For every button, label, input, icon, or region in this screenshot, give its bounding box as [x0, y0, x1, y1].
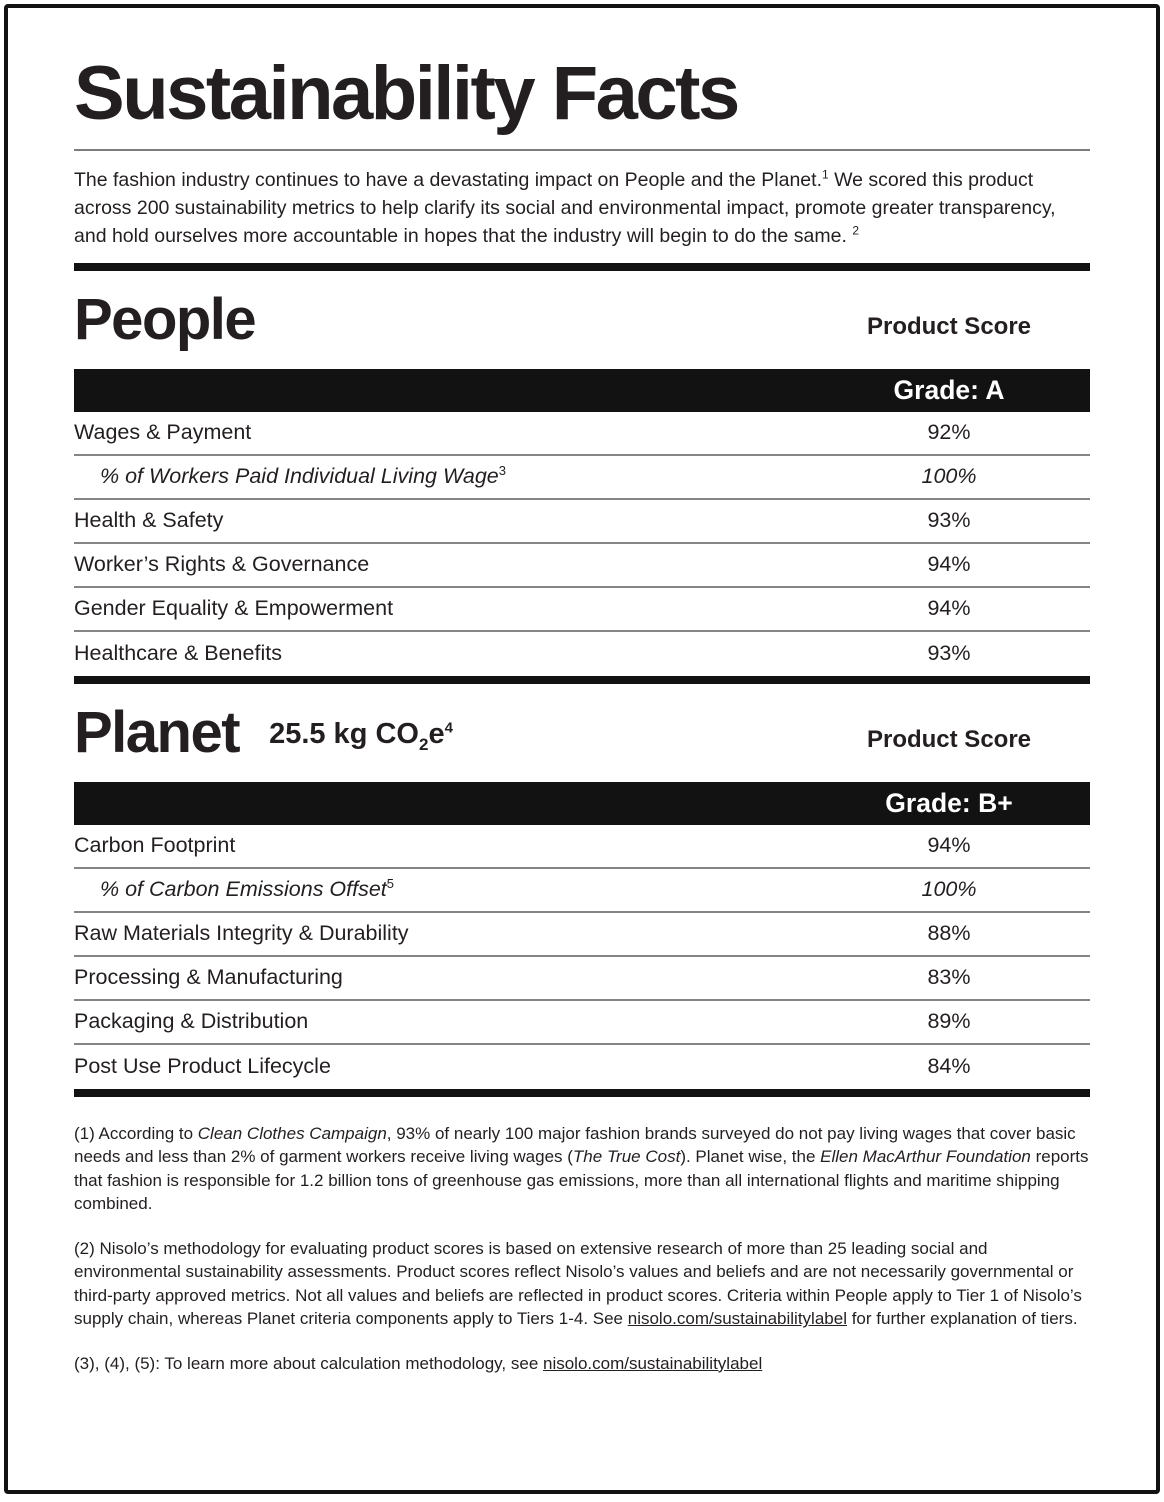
- planet-heading: Planet: [74, 699, 240, 765]
- footnote-ref-5: 5: [386, 876, 395, 892]
- page-title: Sustainability Facts: [74, 51, 738, 136]
- people-score-table: [74, 412, 1090, 676]
- metric-label: % of Workers Paid Individual Living Wage$^3$: [100, 463, 506, 489]
- carbon-emissions-value: 25.5 kg $CO_2e^4$: [269, 718, 453, 754]
- metric-label: Worker’s Rights & Governance: [74, 552, 370, 577]
- sustainability-facts-label: [4, 4, 1160, 1494]
- metric-label: Health & Safety: [74, 508, 224, 533]
- people-section-header: [74, 286, 1090, 352]
- metric-label: Post Use Product Lifecycle: [74, 1054, 331, 1079]
- table-row: [74, 544, 1090, 588]
- table-row: [74, 588, 1090, 632]
- cited-work: The True Cost: [572, 1147, 681, 1167]
- metric-score: 83%: [927, 965, 971, 990]
- people-product-score-label: Product Score: [866, 312, 1032, 340]
- metric-score: 100%: [921, 464, 977, 489]
- footnote-ref-3: 3: [498, 463, 506, 479]
- planet-product-score-label: Product Score: [866, 725, 1032, 753]
- planet-section-header: [74, 699, 1090, 765]
- table-row: [74, 632, 1090, 676]
- people-grade-value: Grade: A: [893, 374, 1005, 405]
- table-row: [74, 913, 1090, 957]
- table-row: [74, 1045, 1090, 1089]
- planet-grade-value: Grade: B+: [885, 787, 1013, 818]
- footnote-3-4-5: (3), (4), (5): To learn more about calculation methodology, see nisolo.com/sustainabilitylabel: [74, 1353, 763, 1373]
- metric-score: 100%: [921, 877, 977, 902]
- metric-label: Packaging & Distribution: [74, 1009, 309, 1034]
- people-grade-bar: [74, 369, 1090, 412]
- planet-score-table: [74, 825, 1090, 1089]
- metric-score: 94%: [927, 596, 971, 621]
- section-divider-bar: [74, 1089, 1090, 1097]
- intro-paragraph: [74, 166, 1090, 250]
- sustainability-label-link[interactable]: nisolo.com/sustainabilitylabel: [627, 1309, 847, 1329]
- table-row: [74, 500, 1090, 544]
- footnote-ref-1: 1: [822, 167, 829, 182]
- section-divider-bar: [74, 676, 1090, 684]
- table-subrow: [74, 869, 1090, 913]
- metric-score: 93%: [927, 508, 971, 533]
- metric-score: 88%: [927, 921, 971, 946]
- planet-grade-bar: [74, 782, 1090, 825]
- sustainability-label-link[interactable]: nisolo.com/sustainabilitylabel: [543, 1353, 763, 1373]
- metric-score: 84%: [927, 1054, 971, 1079]
- table-row: [74, 1001, 1090, 1045]
- metric-label: Processing & Manufacturing: [74, 965, 343, 990]
- metric-score: 92%: [927, 420, 971, 445]
- metric-score: 94%: [927, 833, 971, 858]
- footnotes: [74, 1122, 1090, 1376]
- metric-label: Carbon Footprint: [74, 833, 236, 858]
- footnote-1: (1) According to Clean Clothes Campaign, 93% of nearly 100 major fashion brands surveyed do not pay living wages that cover basic needs and less than 2% of garment workers receive living wages (The True Cost). Planet wise, the Ellen MacArthur Foundation reports that fashion is responsible for 1.2 billion tons of greenhouse gas emissions, more than all international flights and maritime shipping combined.: [74, 1123, 1089, 1214]
- metric-label: Wages & Payment: [74, 420, 252, 445]
- planet-section: [74, 699, 1090, 1097]
- metric-score: 89%: [927, 1009, 971, 1034]
- people-heading: People: [74, 286, 256, 352]
- cited-work: Clean Clothes Campaign: [197, 1123, 387, 1143]
- metric-score: 93%: [927, 641, 971, 666]
- table-row: [74, 957, 1090, 1001]
- footnote-2: (2) Nisolo’s methodology for evaluating product scores is based on extensive research of more than 25 leading social and environmental sustainability assessments. Product scores reflect Nisolo’s values and beliefs and are not necessarily governmental or third-party approved metrics. Not all values and beliefs are reflected in product scores. Criteria within People apply to Tier 1 of Nisolo’s supply chain, whereas Planet criteria components apply to Tiers 1-4. See nisolo.com/sustainabilitylabel for further explanation of tiers.: [74, 1238, 1082, 1329]
- table-row: [74, 825, 1090, 869]
- intro-text-2: We scored this product across 200 sustainability metrics to help clarify its social and environmental impact, promote greater transparency, and hold ourselves more accountable in hopes that the industry will begin to do the same.: [74, 168, 1056, 247]
- metric-score: 94%: [927, 552, 971, 577]
- metric-label: % of Carbon Emissions Offset$^5$: [100, 876, 395, 902]
- title-divider: [74, 149, 1090, 151]
- metric-label: Healthcare & Benefits: [74, 641, 282, 666]
- metric-label: Raw Materials Integrity & Durability: [74, 921, 409, 946]
- table-subrow: [74, 456, 1090, 500]
- cited-work: Ellen MacArthur Foundation: [820, 1147, 1031, 1167]
- people-section: [74, 286, 1090, 684]
- section-divider-bar: [74, 263, 1090, 271]
- intro-text-1: The fashion industry continues to have a devastating impact on People and the Planet.: [74, 168, 822, 191]
- table-row: [74, 412, 1090, 456]
- footnote-ref-4: 4: [444, 719, 453, 737]
- footnote-ref-2: 2: [852, 223, 859, 238]
- metric-label: Gender Equality & Empowerment: [74, 596, 394, 621]
